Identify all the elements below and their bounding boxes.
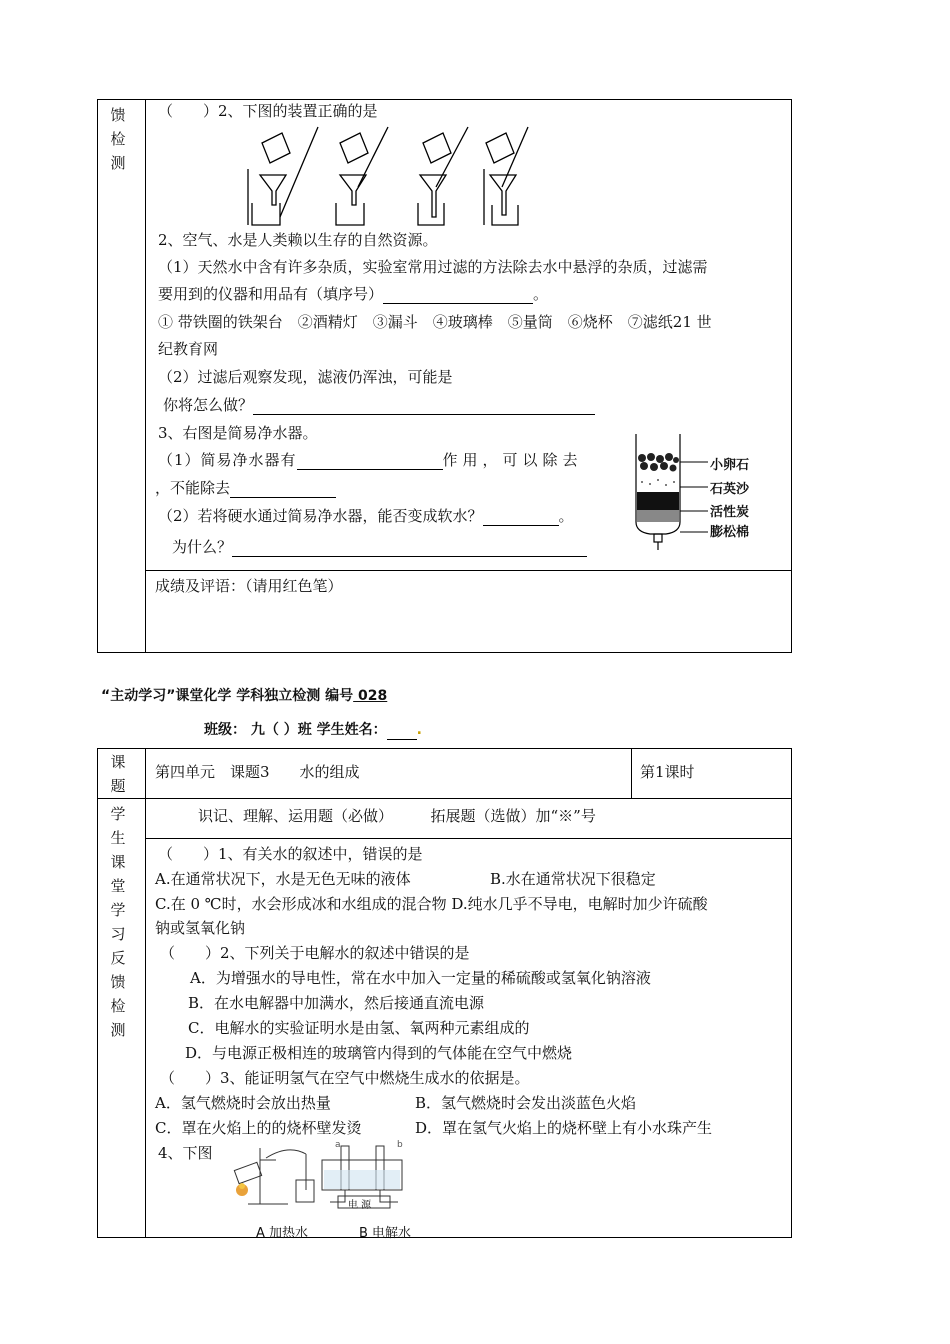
figure-caption-b: B 电解水 bbox=[359, 1226, 412, 1241]
q1-option-cd: C.在 0 ℃时，水会形成冰和水组成的混合物 D.纯水几乎不导电，电解时加少许硫酸 bbox=[155, 895, 708, 913]
section-2-title: 2、空气、水是人类赖以生存的自然资源。 bbox=[158, 231, 438, 249]
section-3-part-2: （2）若将硬水通过简易净水器，能否变成软水？ 。 bbox=[158, 507, 574, 525]
purifier-label-sand: 石英沙 bbox=[710, 482, 750, 497]
tube-a-label: a bbox=[335, 1140, 341, 1150]
q3-option-b: B．氢气燃烧时会发出淡蓝色火焰 bbox=[415, 1094, 637, 1112]
q2-option-d: D．与电源正极相连的玻璃管内得到的气体能在空气中燃烧 bbox=[185, 1044, 573, 1062]
water-purifier-figure bbox=[630, 432, 686, 556]
q2-stem: （ ）2、下列关于电解水的叙述中错误的是 bbox=[160, 944, 470, 962]
purifier-label-cotton: 膨松棉 bbox=[710, 525, 750, 540]
q1-option-a: A.在通常状况下，水是无色无味的液体 bbox=[155, 870, 411, 888]
answer-blank[interactable] bbox=[232, 540, 587, 557]
water-experiments-figure bbox=[218, 1140, 423, 1210]
purifier-label-lines bbox=[680, 455, 710, 555]
question-2-filter: （ ）2、下图的装置正确的是 bbox=[158, 102, 378, 120]
section-2-part-2: （2）过滤后观察发现，滤液仍浑浊，可能是 bbox=[158, 368, 453, 386]
tube-b-label: b bbox=[397, 1140, 403, 1150]
q2-option-c: C．电解水的实验证明水是由氢、氧两种元素组成的 bbox=[188, 1019, 530, 1037]
q3-option-a: A．氢气燃烧时会放出热量 bbox=[155, 1094, 331, 1112]
figure-caption-a: A 加热水 bbox=[256, 1226, 309, 1241]
top-side-label: 馈 检 测 bbox=[110, 106, 126, 172]
q3-option-d: D．罩在氢气火焰上的烧杯壁上有小水珠产生 bbox=[415, 1119, 713, 1137]
q3-option-c: C．罩在火焰上的的烧杯壁发烫 bbox=[155, 1119, 362, 1137]
q4-stem: 4、下图 bbox=[158, 1144, 213, 1162]
section-2-part-1-cont: 要用到的仪器和用品有（填序号） 。 bbox=[158, 285, 549, 303]
q3-stem: （ ）3、能证明氢气在空气中燃烧生成水的依据是。 bbox=[160, 1069, 530, 1087]
question-type-header: 识记、理解、运用题（必做） 拓展题（选做）加“※”号 bbox=[198, 807, 596, 825]
worksheet-title: “主动学习”课堂化学 学科独立检测 编号 028 bbox=[101, 688, 388, 704]
answer-blank[interactable] bbox=[297, 453, 443, 470]
q1-option-d-cont: 钠或氢氧化钠 bbox=[155, 919, 246, 937]
class-name-line: 班级： 九（ ）班 学生姓名： . bbox=[204, 722, 422, 738]
power-source-label: 电 源 bbox=[348, 1200, 372, 1211]
answer-blank[interactable] bbox=[253, 398, 595, 415]
bottom-side-label: 学 生 课 堂 学 习 反 馈 检 测 bbox=[110, 805, 126, 1039]
section-3-part-1: （1）简易净水器有 作用，可以除去 bbox=[158, 451, 583, 469]
filtration-apparatus-figure bbox=[240, 125, 540, 230]
options-line: ① 带铁圈的铁架台 ②酒精灯 ③漏斗 ④玻璃棒 ⑤量筒 ⑥烧杯 ⑦滤纸21 世 bbox=[158, 313, 712, 331]
section-3-part-3: 为什么？ bbox=[172, 537, 587, 557]
grade-comment: 成绩及评语：（请用红色笔） bbox=[155, 577, 343, 595]
topic-label: 课 题 bbox=[110, 753, 126, 795]
options-line-cont: 纪教育网 bbox=[158, 340, 219, 358]
q2-option-a: A．为增强水的导电性，常在水中加入一定量的稀硫酸或氢氧化钠溶液 bbox=[190, 969, 651, 987]
answer-blank[interactable] bbox=[483, 509, 559, 526]
topic-title: 第四单元 课题3 水的组成 bbox=[155, 763, 360, 781]
q1-stem: （ ）1、有关水的叙述中，错误的是 bbox=[158, 845, 423, 863]
q2-option-b: B．在水电解器中加满水，然后接通直流电源 bbox=[188, 994, 485, 1012]
answer-blank[interactable] bbox=[230, 481, 336, 498]
section-3-part-1-cont: ，不能除去 bbox=[155, 478, 336, 498]
section-2-part-2-cont: 你将怎么做？ bbox=[163, 395, 595, 415]
period-label: 第1课时 bbox=[640, 763, 695, 781]
section-2-part-1: （1）天然水中含有许多杂质，实验室常用过滤的方法除去水中悬浮的杂质，过滤需 bbox=[158, 258, 708, 276]
section-3-title: 3、右图是简易净水器。 bbox=[158, 424, 318, 442]
answer-blank[interactable] bbox=[383, 287, 533, 304]
purifier-label-pebbles: 小卵石 bbox=[710, 458, 750, 473]
q1-option-b: B.水在通常状况下很稳定 bbox=[490, 870, 656, 888]
purifier-label-carbon: 活性炭 bbox=[710, 505, 750, 520]
